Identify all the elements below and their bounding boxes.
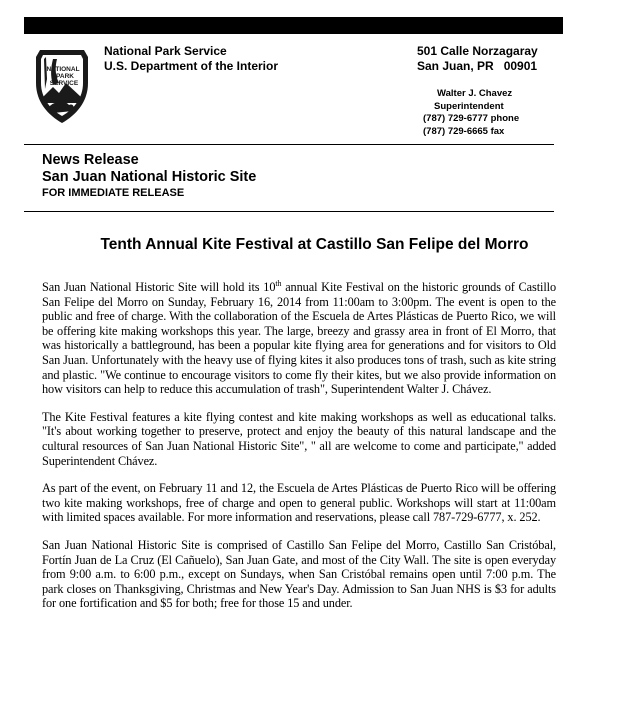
- paragraph-4: San Juan National Historic Site is comprised of Castillo San Felipe del Morro, Castillo San Cristóbal, Fortín Juan de La Cruz (El Cañuelo), San Juan Gate, and most of the City Wall. The site is open everyday from 9:00 a.m. to 6:00 p.m., except on Sundays, when San Cristóbal remains open until 7:00 p.m. The park closes on Thanksgiving, Christmas and New Year's Day. Admission to San Juan NHS is $3 for adults for one fortification and $5 for both; free for those 15 and under.: [42, 537, 556, 611]
- release-note: FOR IMMEDIATE RELEASE: [42, 187, 185, 199]
- release-label: News Release: [42, 152, 139, 168]
- header-divider: [24, 144, 554, 145]
- nps-arrowhead-logo-icon: [29, 45, 95, 125]
- city-address: San Juan, PR 00901: [417, 59, 538, 73]
- release-site: San Juan National Historic Site: [42, 169, 257, 185]
- logo-text-line3: SERVICE: [49, 80, 79, 87]
- paragraph-2: The Kite Festival features a kite flying contest and kite making workshops as well as educational talks. "It's about working together to preserve, protect and enjoy the beauty of this natural landscape and the cultural resources of San Juan National Historic Site", " all are welcome to come and participate," added Superintendent Chávez.: [42, 409, 556, 468]
- ordinal-suffix: th: [275, 278, 282, 288]
- department-name: U.S. Department of the Interior: [104, 59, 279, 73]
- page-title: Tenth Annual Kite Festival at Castillo San Felipe del Morro: [100, 236, 529, 253]
- contact-fax: (787) 729-6665 fax: [423, 125, 505, 137]
- header-black-bar: [24, 17, 563, 34]
- logo-text-line2: PARK: [56, 73, 74, 80]
- contact-block: [423, 88, 519, 138]
- agency-block: [104, 44, 278, 74]
- contact-name: Walter J. Chavez: [437, 88, 513, 99]
- street-address: 501 Calle Norzagaray: [417, 44, 538, 58]
- logo-text-line1: NATIONAL: [46, 66, 80, 73]
- release-divider: [24, 211, 554, 212]
- article-body: [42, 280, 556, 624]
- release-block: [42, 151, 256, 201]
- contact-title: Superintendent: [434, 100, 504, 112]
- paragraph-1-start: San Juan National Historic Site will hold its 10: [42, 280, 276, 294]
- address-block: [417, 44, 538, 74]
- paragraph-1: [42, 280, 556, 397]
- contact-phone: (787) 729-6777 phone: [423, 113, 520, 125]
- paragraph-1-rest: annual Kite Festival on the historic grounds of Castillo San Felipe del Morro on Sunday, February 16, 2014 from 11:00am to 3:00pm. The event is open to the public and free of charge. With the collaboration of the Escuela de Artes Plásticas de Puerto Rico, we will be offering kite making workshops this year. The large, breezy and grassy area in front of El Morro, that was historically a battleground, has been a popular kite flying area for generations and for visitors to Old San Juan. Unfortunately with the heavy use of flying kites it also produces tons of trash, such as kite string and plastic. "We continue to encourage visitors to come fly their kites, but we also provide information on how visitors can help to reduce this accumulation of trash", Superintendent Walter J. Chávez.: [42, 280, 557, 397]
- paragraph-3: As part of the event, on February 11 and 12, the Escuela de Artes Plásticas de Puerto Rico will be offering two kite making workshops, free of charge and open to general public. Workshops will start at 11:00am with limited spaces available. For more information and reservations, please call 787-729-6777, x. 252.: [42, 481, 556, 525]
- agency-name: National Park Service: [104, 44, 227, 58]
